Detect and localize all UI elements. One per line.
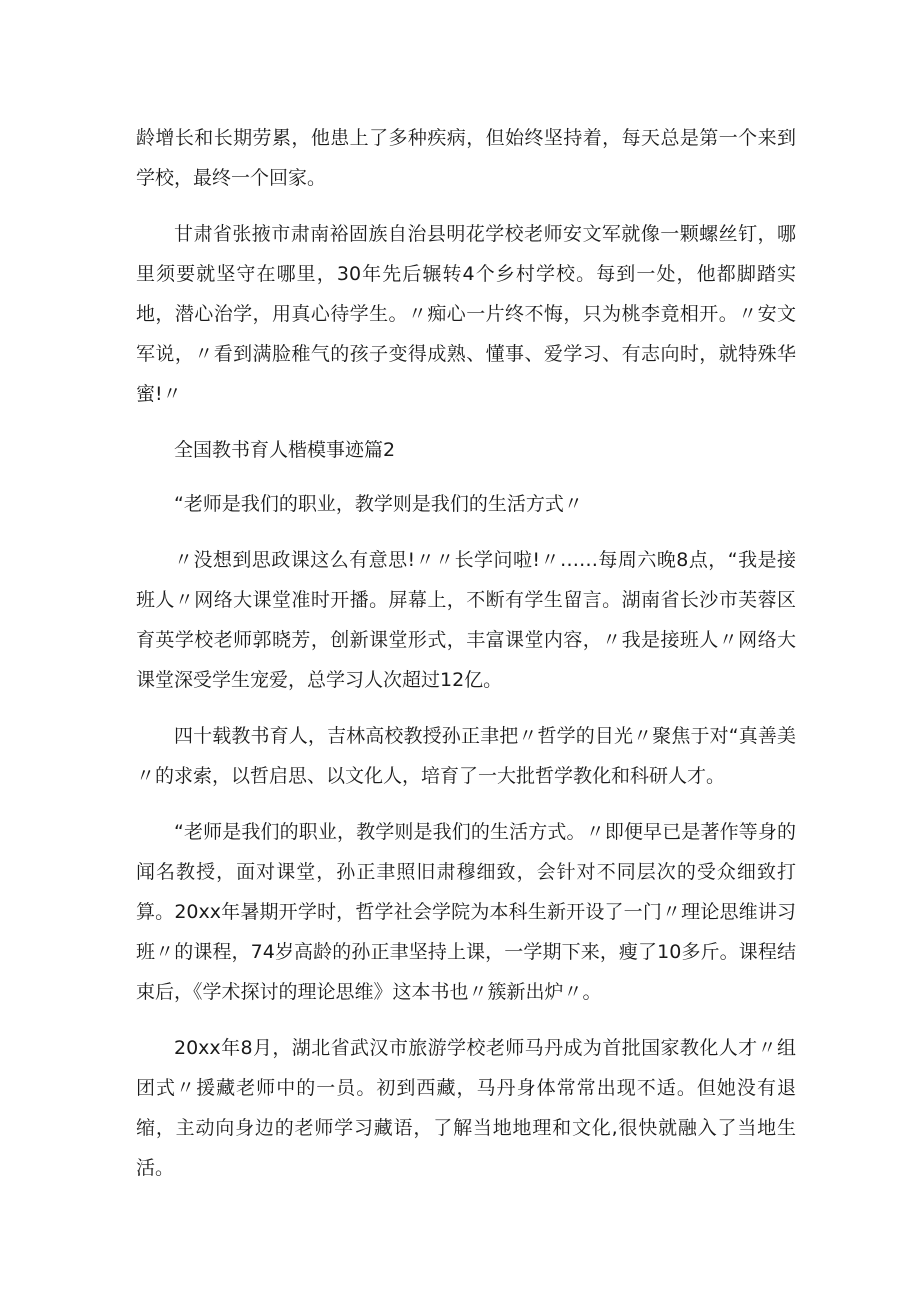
paragraph-ma-dan: 20xx年8月，湖北省武汉市旅游学校老师马丹成为首批国家教化人才〃组团式〃援藏老师中的一员。初到西藏，马丹身体常常出现不适。但她没有退缩，主动向身边的老师学习藏语，了解当地地理和文化,很快就融入了当地生活。 — [136, 1037, 796, 1179]
paragraph-sun-zhengyu-detail: “老师是我们的职业，教学则是我们的生活方式。〃即便早已是著作等身的闻名教授，面对课堂，孙正聿照旧肃穆细致，会针对不同层次的受众细致打算。20xx年暑期开学时，哲学社会学院为本科生新开设了一门〃理论思维讲习班〃的课程，74岁高龄的孙正聿坚持上课，一学期下来，瘦了10多斤。课程结束后，《学术探讨的理论思维》这本书也〃簇新出炉〃。 — [136, 821, 796, 1003]
paragraph-an-wenjun: 甘肃省张掖市肃南裕固族自治县明花学校老师安文军就像一颗螺丝钉，哪里须要就坚守在哪里，30年先后辗转4个乡村学校。每到一处，他都脚踏实地，潜心治学，用真心待学生。〃痴心一片终不悔，只为桃李竟相开。〃安文军说，〃看到满脸稚气的孩子变得成熟、懂事、爱学习、有志向时，就特殊华蜜!〃 — [136, 223, 796, 405]
section-heading: 全国教书育人楷模事迹篇2 — [174, 439, 396, 461]
paragraph-quote-title: “老师是我们的职业，教学则是我们的生活方式〃 — [174, 493, 583, 515]
paragraph-sun-zhengyu-intro: 四十载教书育人，吉林高校教授孙正聿把〃哲学的目光〃聚焦于对“真善美〃的求索，以哲启思、以文化人，培育了一大批哲学教化和科研人才。 — [136, 725, 796, 787]
paragraph-continuation: 龄增长和长期劳累，他患上了多种疾病，但始终坚持着，每天总是第一个来到学校，最终一个回家。 — [136, 127, 796, 189]
document-body — [136, 118, 796, 1204]
paragraph-guo-xiaofang: 〃没想到思政课这么有意思!〃〃长学问啦!〃……每周六晚8点，“我是接班人〃网络大课堂准时开播。屏幕上，不断有学生留言。湖南省长沙市芙蓉区育英学校老师郭晓芳，创新课堂形式，丰富课堂内容，〃我是接班人〃网络大课堂深受学生宠爱，总学习人次超过12亿。 — [136, 549, 796, 691]
